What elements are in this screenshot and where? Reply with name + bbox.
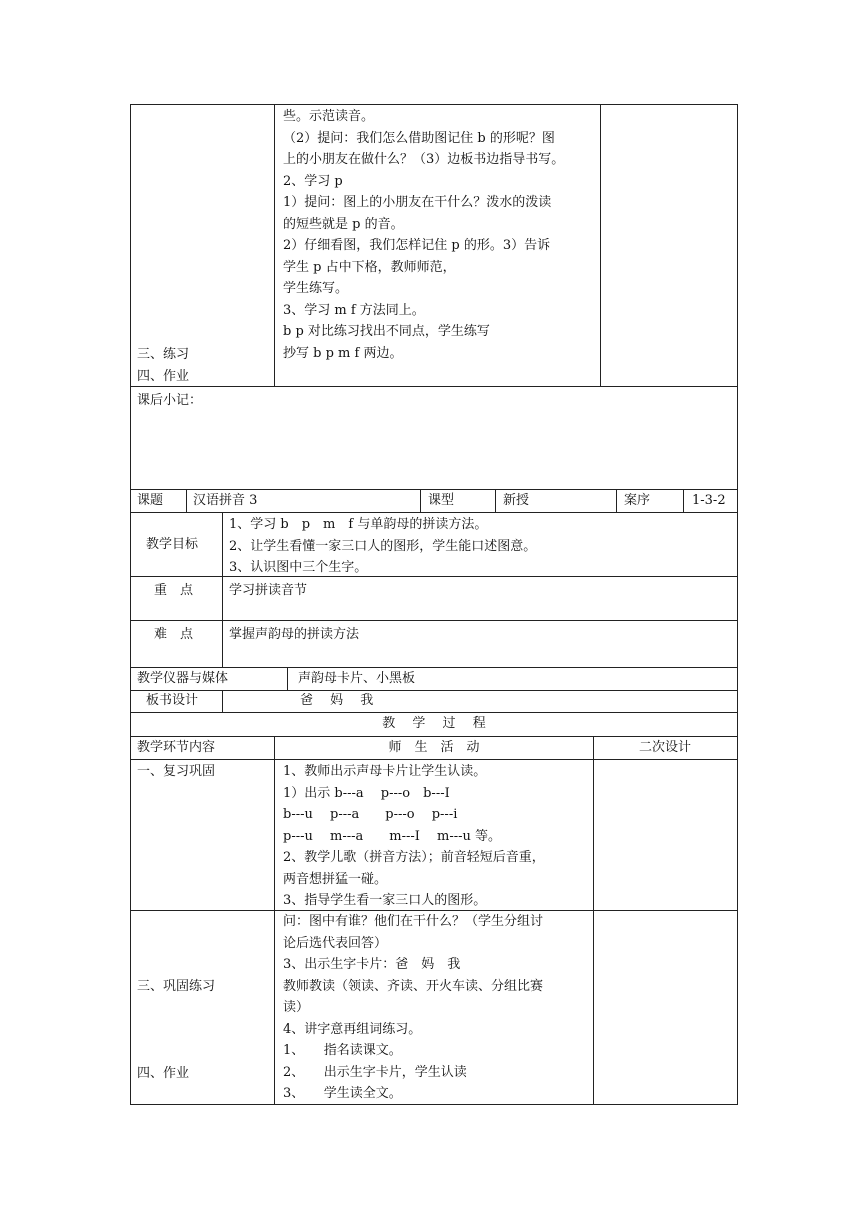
type-label: 课型 [428,493,455,508]
divider [600,104,601,386]
type-value: 新授 [503,493,530,508]
seq-label: 案序 [624,493,651,508]
homework-label: 四、作业 [137,1066,190,1081]
text-line: 的短些就是 p 的音。 [283,216,404,232]
practice-label: 三、巩固练习 [137,979,216,994]
divider [287,667,288,690]
goal-item: 2、让学生看懂一家三口人的图形，学生能口述图意。 [229,538,537,554]
text-line: 3、出示生字卡片：爸 妈 我 [283,957,461,972]
practice-activity [283,911,591,1105]
divider [683,489,684,512]
text-line: 论后选代表回答） [283,935,388,951]
divider [130,759,738,760]
goals-label: 教学目标 [146,537,199,552]
topic-value: 汉语拼音 3 [193,493,258,508]
border-left [130,104,131,1105]
border-top [130,104,738,105]
text-line: 2、学习 p [283,173,343,189]
text-line: b---u p---a p---o p---i [283,807,458,822]
section-homework-label: 四、作业 [137,369,190,384]
topic-label: 课题 [137,493,164,508]
board-label: 板书设计 [146,693,199,708]
divider [186,489,187,512]
text-line: 教师教读（领读、齐读、开火车读、分组比赛 [283,978,544,994]
key-value: 学习拼读音节 [229,583,308,598]
text-line: 两音想拼猛一碰。 [283,871,388,887]
divider [222,690,223,712]
goals-list [229,514,729,579]
text-line: 1、教师出示声母卡片让学生认读。 [283,764,487,779]
text-line: p---u m---a m---I m---u 等。 [283,828,502,844]
divider [593,736,594,1105]
difficulty-value: 掌握声韵母的拼读方法 [229,627,360,642]
review-label: 一、复习巩固 [137,764,216,779]
text-line: 些。示范读音。 [283,109,375,124]
section-practice-label: 三、练习 [137,347,190,362]
text-line: 3、 学生读全文。 [283,1086,402,1101]
text-line: 1）提问：图上的小朋友在干什么？泼水的泼读 [283,195,552,210]
text-line: 抄写 b p m f 两边。 [283,345,403,361]
text-line: 上的小朋友在做什么？（3）边板书边指导书写。 [283,152,565,167]
divider [616,489,617,512]
text-line: 2、教学儿歌（拼音方法）；前音轻短后音重， [283,850,545,865]
divider [274,104,275,386]
divider [130,386,738,387]
text-line: 问：图中有谁？他们在干什么？（学生分组讨 [283,914,544,929]
notes-label: 课后小记： [137,393,203,408]
activity-text-top [283,106,595,364]
text-line: 3、学习 m f 方法同上。 [283,302,425,318]
text-line: 学生 p 占中下格，教师师范， [283,259,456,275]
process-title: 教 学 过 程 [382,716,486,731]
col-header-design: 二次设计 [638,740,691,755]
media-label: 教学仪器与媒体 [137,671,229,686]
key-label: 重 点 [154,583,194,598]
review-activity [283,761,591,912]
col-header-content: 教学环节内容 [137,740,216,755]
text-line: 4、讲字意再组词练习。 [283,1021,422,1037]
text-line: （2）提问：我们怎么借助图记住 b 的形呢？图 [283,130,555,146]
goal-item: 3、认识图中三个生字。 [229,560,368,575]
board-value: 爸 妈 我 [300,693,374,708]
text-line: 读） [283,1000,310,1015]
text-line: 2）仔细看图，我们怎样记住 p 的形。3）告诉 [283,238,551,253]
divider [274,736,275,1105]
goal-item: 1、学习 b p m f 与单韵母的拼读方法。 [229,517,488,532]
text-line: b p 对比练习找出不同点，学生练写 [283,324,490,339]
divider [222,512,223,667]
text-line: 1、 指名读课文。 [283,1043,402,1058]
text-line: 2、 出示生字卡片，学生认读 [283,1064,467,1080]
divider [420,489,421,512]
col-header-activity: 师 生 活 动 [388,740,480,755]
text-line: 1）出示 b---a p---o b---I [283,785,450,801]
text-line: 学生练写。 [283,281,349,296]
text-line: 3、指导学生看一家三口人的图形。 [283,893,487,908]
media-value: 声韵母卡片、小黑板 [298,671,416,686]
divider [495,489,496,512]
difficulty-label: 难 点 [154,627,194,642]
border-right [737,104,738,1105]
seq-value: 1-3-2 [692,493,726,508]
